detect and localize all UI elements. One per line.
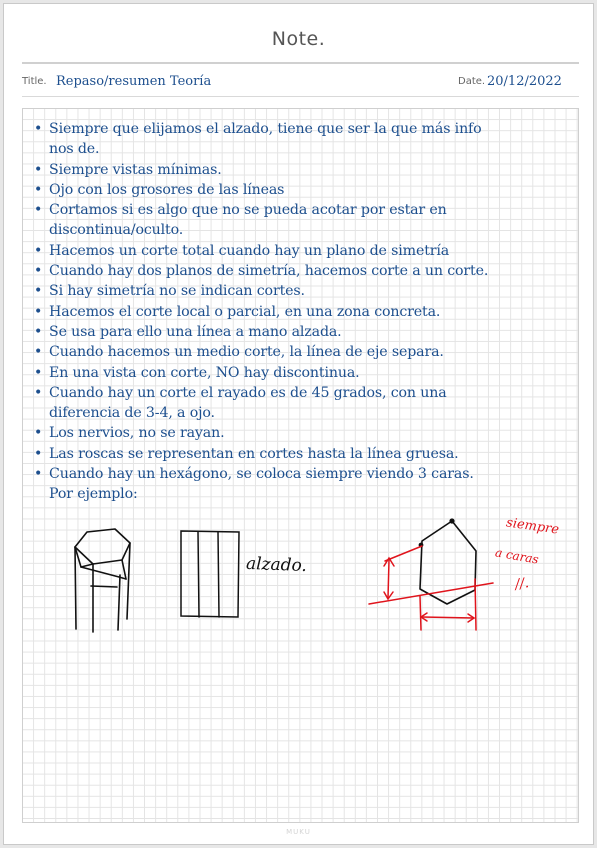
- red-note-caras: a caras: [494, 545, 540, 567]
- hexagonal-prism-sketch: [75, 529, 130, 632]
- title-value: Repaso/resumen Teoría: [56, 74, 212, 89]
- list-item: • Las roscas se representan en cortes hasta la línea gruesa.: [29, 444, 569, 464]
- list-item: • Ojo con los grosores de las líneas: [29, 180, 569, 200]
- header-rule-top: [22, 62, 579, 64]
- list-item: • Hacemos el corte local o parcial, en una zona concreta.: [29, 302, 569, 322]
- list-item: • Siempre vistas mínimas.: [29, 160, 569, 180]
- red-note-siempre: siempre: [505, 515, 560, 538]
- grid-area: [22, 108, 579, 823]
- list-item-continuation: Por ejemplo:: [49, 486, 138, 503]
- list-item: • Hacemos un corte total cuando hay un plano de simetría: [29, 241, 569, 261]
- list-item: • Se usa para ello una línea a mano alzada.: [29, 322, 569, 342]
- list-item: • Si hay simetría no se indican cortes.: [29, 281, 569, 301]
- page-title: Note.: [271, 28, 326, 50]
- sketch-area: [23, 109, 580, 824]
- list-item: • Cuando hay dos planos de simetría, hacemos corte a un corte.: [29, 261, 569, 281]
- alzado-handwriting: alzado.: [245, 553, 308, 577]
- date-value: 20/12/2022: [487, 74, 562, 89]
- list-item-continuation: discontinua/oculto.: [49, 222, 184, 239]
- list-item: • Siempre que elijamos el alzado, tiene que ser la que más info: [29, 119, 569, 139]
- list-item: • Cuando hacemos un medio corte, la línea de eje separa.: [29, 342, 569, 362]
- date-label: Date.: [458, 76, 486, 87]
- list-item: • En una vista con corte, NO hay discontinua.: [29, 363, 569, 383]
- list-item-continuation: nos de.: [49, 141, 100, 158]
- title-label: Title.: [22, 76, 47, 87]
- header-rule-bottom: [22, 96, 579, 97]
- list-item: • Los nervios, no se rayan.: [29, 423, 569, 443]
- footer-watermark: MUKU: [286, 828, 311, 836]
- alzado-sketch: [181, 531, 239, 617]
- list-item-continuation: diferencia de 3-4, a ojo.: [49, 405, 215, 422]
- list-item: • Cuando hay un corte el rayado es de 45 grados, con una: [29, 383, 569, 403]
- red-note-mark: //.: [513, 575, 530, 593]
- list-item: • Cortamos si es algo que no se pueda acotar por estar en: [29, 200, 569, 220]
- list-item: • Cuando hay un hexágono, se coloca siempre viendo 3 caras.: [29, 464, 569, 484]
- note-page: [3, 3, 594, 845]
